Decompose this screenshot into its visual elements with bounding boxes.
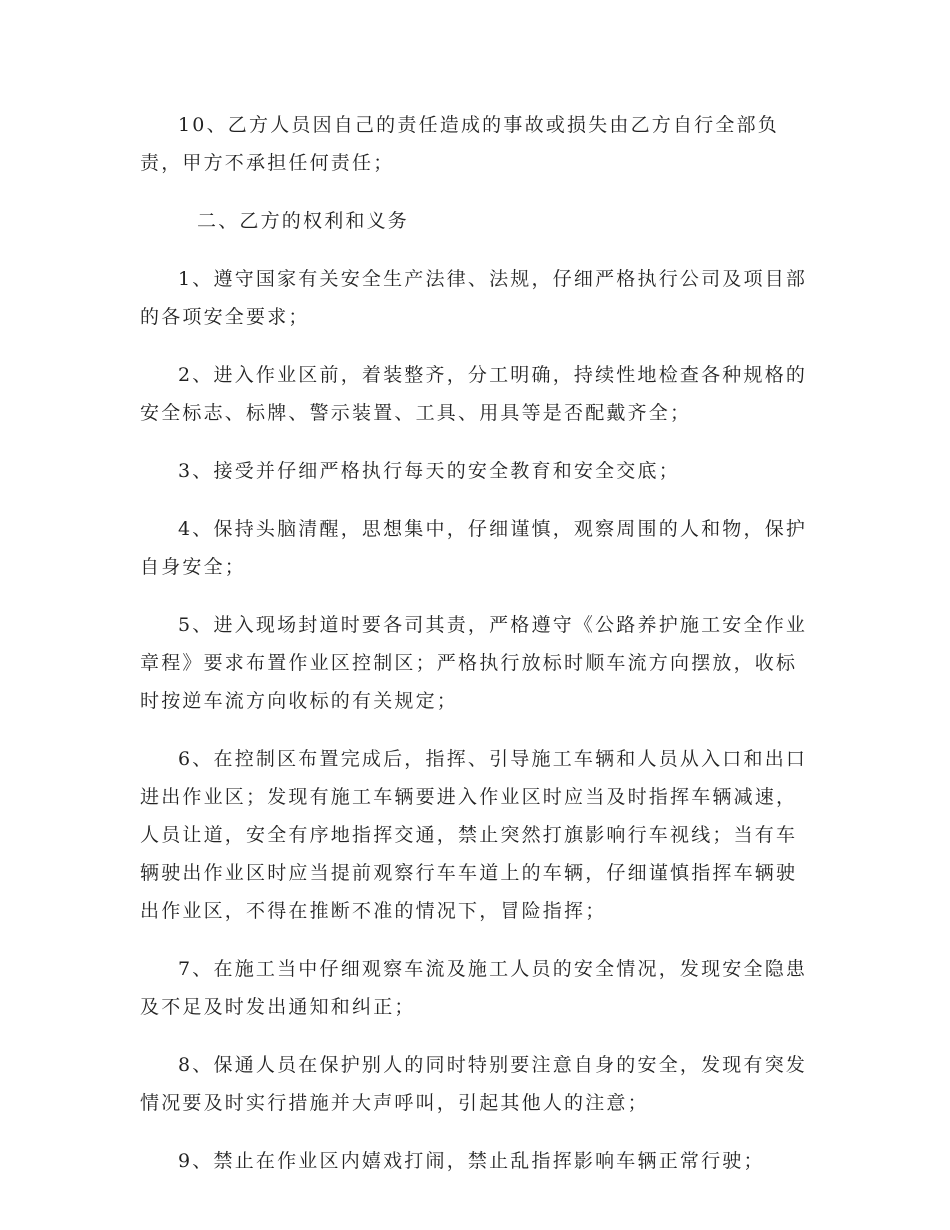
paragraph-item-1: 1、遵守国家有关安全生产法律、法规，仔细严格执行公司及项目部的各项安全要求； xyxy=(140,268,808,328)
section-heading-rights-duties: 二、乙方的权利和义务 xyxy=(197,210,410,232)
paragraph-item-2: 2、进入作业区前，着装整齐，分工明确，持续性地检查各种规格的安全标志、标牌、警示装置、工具、用具等是否配戴齐全； xyxy=(140,364,808,424)
paragraph-item-4: 4、保持头脑清醒，思想集中，仔细谨慎，观察周围的人和物，保护自身安全； xyxy=(140,518,808,578)
paragraph-item-7: 7、在施工当中仔细观察车流及施工人员的安全情况，发现安全隐患及不足及时发出通知和纠正； xyxy=(140,958,808,1018)
paragraph-item-8: 8、保通人员在保护别人的同时特别要注意自身的安全，发现有突发情况要及时实行措施并大声呼叫，引起其他人的注意； xyxy=(140,1054,808,1114)
document-body xyxy=(140,106,810,1200)
paragraph-item-9: 9、禁止在作业区内嬉戏打闹，禁止乱指挥影响车辆正常行驶； xyxy=(178,1150,765,1172)
paragraph-item-6: 6、在控制区布置完成后，指挥、引导施工车辆和人员从入口和出口进出作业区；发现有施工车辆要进入作业区时应当及时指挥车辆减速，人员让道，安全有序地指挥交通，禁止突然打旗影响行车视线；当有车辆驶出作业区时应当提前观察行车车道上的车辆，仔细谨慎指挥车辆驶出作业区，不得在推断不准的情况下，冒险指挥； xyxy=(140,748,808,922)
paragraph-item-5: 5、进入现场封道时要各司其责，严格遵守《公路养护施工安全作业章程》要求布置作业区控制区；严格执行放标时顺车流方向摆放，收标时按逆车流方向收标的有关规定； xyxy=(140,614,808,712)
paragraph-item-10: 10、乙方人员因自己的责任造成的事故或损失由乙方自行全部负责，甲方不承担任何责任； xyxy=(140,114,779,174)
paragraph-item-3: 3、接受并仔细严格执行每天的安全教育和安全交底； xyxy=(178,460,680,482)
